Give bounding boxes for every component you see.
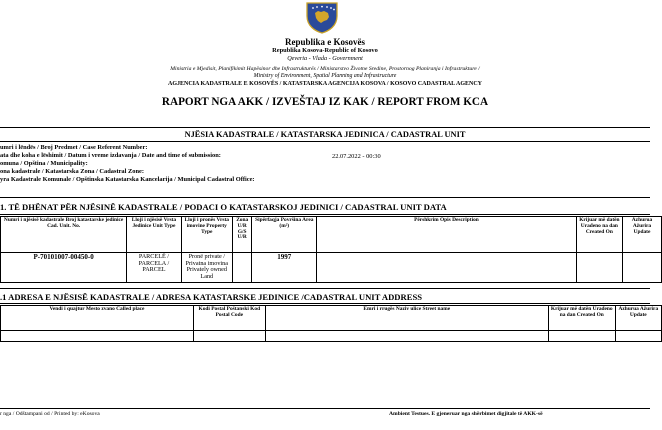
cell-zone bbox=[232, 253, 252, 283]
date-label: ata dhe koha e lëshimit / Datum i vreme izdavanja / Date and time of submission: bbox=[0, 152, 221, 159]
cell-area: 1997 bbox=[252, 253, 317, 283]
zone-label: ona kadastrale / Katastarska Zona / Cadastral Zone: bbox=[0, 168, 144, 175]
header-unit-no: Numri i njësisë kadastrale Broj katastarske jedinice Cad. Unit. No. bbox=[1, 217, 127, 253]
header-unit-type: Lloji i njësisë Vrsta Jedinice Unit Type bbox=[127, 217, 181, 253]
report-title: RAPORT NGA AKK / IZVEŠTAJ IZ KAK / REPORT FROM KCA bbox=[161, 96, 489, 108]
cell-unit-no: P-70101007-00450-0 bbox=[1, 253, 127, 283]
cell-description bbox=[317, 253, 577, 283]
environment-footer: Ambient Testues. E gjeneruar nga shërbimet digjitale të AKK-së bbox=[389, 411, 543, 417]
address-table bbox=[0, 305, 662, 342]
cell-created bbox=[576, 253, 622, 283]
table-row bbox=[1, 331, 662, 342]
table-row bbox=[1, 253, 662, 283]
address-section-title: .1 ADRESA E NJËSISË KADASTRALE / ADRESA KATASTARSKE JEDINICE /CADASTRAL UNIT ADDRESS bbox=[0, 292, 423, 302]
header-created: Krijuar më datën Urađeno na dan Created On bbox=[576, 217, 622, 253]
header-property-type: Lloji i pronës Vrsta imovine Property Type bbox=[181, 217, 232, 253]
ministry-line-2: Ministry of Environment, Spatial Planning and Infrastructure bbox=[253, 73, 397, 79]
cell-address-updated bbox=[615, 331, 661, 342]
header-called-place: Vendi i quajtur Mesto zvano Called place bbox=[1, 306, 194, 331]
country-title: Republika e Kosovës bbox=[284, 37, 365, 47]
header-postal-code: Kodi Postal Poštanski Kod Postal Code bbox=[193, 306, 265, 331]
case-ref-label: umri i lëndës / Broj Predmet / Case Referent Number: bbox=[0, 144, 148, 151]
kosovo-coat-of-arms-icon bbox=[305, 2, 339, 34]
cell-unit-type: PARCELË / PARCELA / PARCEL bbox=[127, 253, 181, 283]
date-value: 22.07.2022 - 00:30 bbox=[332, 153, 381, 160]
cell-property-type: Pronë private / Privatna imovina Privately owned Land bbox=[181, 253, 232, 283]
cell-street-name bbox=[265, 331, 548, 342]
municipality-label: omuna / Opština / Municipality: bbox=[0, 160, 88, 167]
cadastral-unit-table bbox=[0, 216, 662, 283]
country-subtitle: Republika Kosova-Republic of Kosovo bbox=[272, 47, 378, 54]
cell-called-place bbox=[1, 331, 194, 342]
ministry-line-1: Ministria e Mjedisit, Planifikimit Hapësinor dhe Infrastrukturës / Ministarstvo Životne Sredine, Prostornog Planiranja i Infrastrukture / bbox=[170, 66, 480, 72]
header-address-created: Krijuar më datën Urađeno na dan Created On bbox=[548, 306, 615, 331]
printed-by-footer: r nga / Odštampani od / Printed by: eKosova bbox=[0, 411, 100, 417]
data-section-title: 1. TË DHËNAT PËR NJËSINË KADASTRALE / PODACI O KATASTARSKOJ JEDINICI / CADASTRAL UNIT DATA bbox=[0, 202, 447, 212]
unit-section-title: NJËSIA KADASTRALE / KATASTARSKA JEDINICA / CADASTRAL UNIT bbox=[184, 130, 466, 139]
cell-address-created bbox=[548, 331, 615, 342]
cell-postal-code bbox=[193, 331, 265, 342]
agency-line: AGJENCIA KADASTRALE E KOSOVËS / KATASTARSKA AGENCIJA KOSOVA / KOSOVO CADASTRAL AGENCY bbox=[167, 81, 482, 87]
header-updated: Azhurua Ažurira Update bbox=[622, 217, 661, 253]
header-area: Sipërfaqja Površina Area (m²) bbox=[252, 217, 317, 253]
office-label: yra Kadastrale Komunale / Opštinska Katastarska Kancelarija / Municipal Cadastral Office: bbox=[0, 176, 255, 183]
header-description: Përshkrim Opis Description bbox=[317, 217, 577, 253]
cell-updated bbox=[622, 253, 661, 283]
header-street-name: Emri i rrugës Naziv ulice Street name bbox=[265, 306, 548, 331]
header-zone: Zona U/R G/S U/R bbox=[232, 217, 252, 253]
header-address-updated: Azhurua Ažurira Update bbox=[615, 306, 661, 331]
government-line: Qeveria - Vlada - Government bbox=[287, 55, 363, 62]
